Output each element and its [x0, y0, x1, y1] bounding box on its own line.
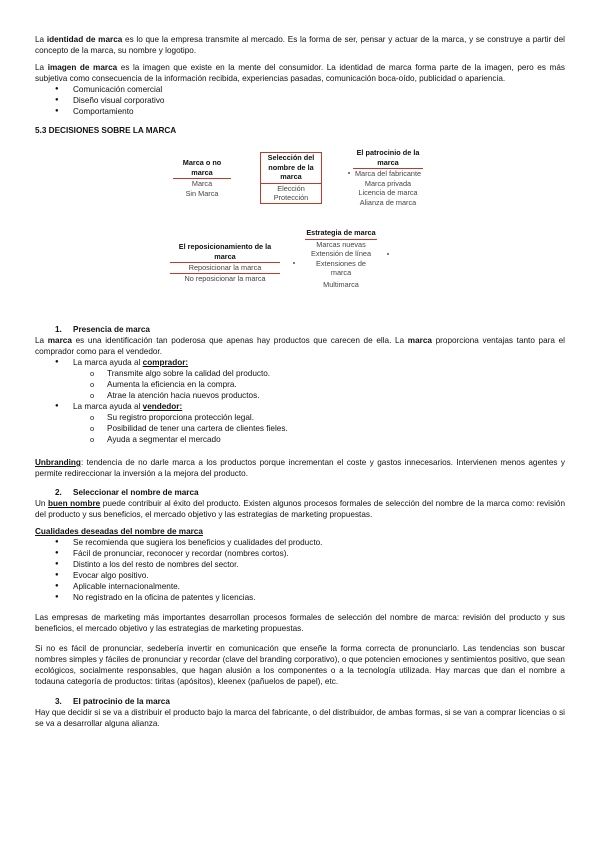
list-item: ● La marca ayuda al vendedor: o Su registro proporciona protección legal. o Posibilidad de tener una cartera de clientes fieles. o Ayuda a segmentar el mercado [35, 401, 565, 445]
list-item: ● Distinto a los del resto de nombres del sector. [35, 559, 565, 570]
list-item: ● No registrado en la oficina de patentes y licencias. [35, 592, 565, 603]
diagram-item: Alianza de marca [359, 197, 417, 207]
list-item: ● Diseño visual corporativo [35, 95, 565, 106]
image-bullet-list [35, 84, 565, 117]
diagram-item: Protección [273, 193, 309, 202]
diagram-dot [348, 172, 350, 174]
diagram-item: Reposicionar la marca [170, 263, 280, 274]
diagram-box-title: Selección del nombre de la marca [261, 153, 321, 184]
list-item: o Aumenta la eficiencia en la compra. [35, 379, 565, 390]
list-item: ● Evocar algo positivo. [35, 570, 565, 581]
brand-benefits-list [35, 357, 565, 445]
diagram-item: Marcas nuevas [316, 239, 366, 249]
identity-paragraph: La identidad de marca es lo que la empresa transmite al mercado. Es la forma de ser, pensar y actuar de la marca, y se construye a partir del concepto de la marca, su nombre y logotipo. [35, 35, 565, 55]
diagram-item: Licencia de marca [358, 188, 418, 197]
section-title: 5.3 DECISIONES SOBRE LA MARCA [35, 126, 177, 135]
list-item: ● Comportamiento [35, 106, 565, 117]
marketing-paragraph: Las empresas de marketing más importantes desarrollan procesos formales de selección del nombre de marca: revisión del producto y sus beneficios, el mercado objetivo y las estrategias de marketing propuestas. [35, 613, 565, 633]
section-3-paragraph: Hay que decidir si se va a distribuir el producto bajo la marca del fabricante, o del distribuidor, de ambas formas, si se van a comprar licencias o si se va a desarrollar alguna alianza. [35, 708, 565, 728]
list-item: ● Fácil de pronunciar, reconocer y recordar (nombres cortos). [35, 548, 565, 559]
diagram-item: Sin Marca [185, 188, 219, 198]
diagram-item: Extensiones de marca [316, 258, 366, 277]
qualities-list [35, 537, 565, 603]
section-2-paragraph: Un buen nombre puede contribuir al éxito del producto. Existen algunos procesos formales de selección del nombre de la marca como: revisión del producto y sus beneficios, el mercado objetivo y las estrategias de marketing propuestas. [35, 499, 566, 519]
brand-decisions-diagram [35, 144, 565, 314]
section-1-heading: 1. Presencia de marca [55, 325, 150, 334]
list-item: o Posibilidad de tener una cartera de clientes fieles. [35, 423, 565, 434]
list-item: o Transmite algo sobre la calidad del producto. [35, 368, 565, 379]
list-item: o Su registro proporciona protección legal. [35, 412, 565, 423]
diagram-box-title: El reposicionamiento de la marca [170, 242, 280, 263]
list-item: o Ayuda a segmentar el mercado [35, 434, 565, 445]
section-1-paragraph: La marca es una identificación tan poderosa que apenas hay productos que carecen de ella. La marca proporciona ventajas tanto para el comprador como para el vendedor. [35, 336, 565, 356]
diagram-dot [293, 262, 295, 264]
diagram-item: Marca [191, 179, 213, 188]
diagram-box-strategy [305, 228, 377, 289]
unbranding-paragraph: Unbranding: tendencia de no darle marca a los productos porque incrementan el coste y gastos innecesarios. Intervienen menos agentes y permite redireccionar la inversión a la mejora del producto. [35, 458, 565, 478]
diagram-item: Multimarca [323, 279, 359, 289]
identity-term: identidad de marca [46, 35, 123, 44]
document-page [35, 34, 565, 729]
seller-sublist [35, 412, 565, 445]
image-term: imagen de marca [47, 63, 118, 72]
qualities-title: Cualidades deseadas del nombre de marca [35, 527, 203, 536]
diagram-item: Marca privada [364, 178, 412, 188]
diagram-box-brand-or-not [173, 158, 231, 198]
list-item: ● La marca ayuda al comprador: o Transmite algo sobre la calidad del producto. o Aumenta la eficiencia en la compra. o Atrae la atención hacia nuevos productos. [35, 357, 565, 401]
pronunciation-paragraph: Si no es fácil de pronunciar, sedebería invertir en comunicación que enseñe la forma correcta de pronunciarlo. Las tendencias son buscar nombres simples y fáciles de pronunciar y recordar (clave del branding corporativo), o que potencien emociones y sentimientos positivo, que sean ecológicos, socialmente responsables, que hagan alusión a los componentes o a la tecnología utilizada. Hay marcas que dan el nombre a todauna categoría de productos: tiritas (apósitos), kleenex (pañuelos de papel), etc. [35, 644, 565, 686]
diagram-item: Extensión de línea [310, 249, 372, 258]
buyer-sublist [35, 368, 565, 401]
list-item: ● Aplicable internacionalmente. [35, 581, 565, 592]
diagram-box-title: El patrocinio de la marca [353, 148, 423, 169]
diagram-item: No reposicionar la marca [184, 273, 266, 283]
diagram-box-title: Estrategia de marca [305, 228, 377, 240]
list-item: ● Comunicación comercial [35, 84, 565, 95]
list-item: ● Se recomienda que sugiera los beneficios y cualidades del producto. [35, 537, 565, 548]
diagram-item: Marca del fabricante [354, 169, 422, 178]
diagram-box-title: Marca o no marca [173, 158, 231, 179]
list-item: o Atrae la atención hacia nuevos productos. [35, 390, 565, 401]
section-2-heading: 2. Seleccionar el nombre de marca [55, 488, 199, 497]
diagram-item: Elección [277, 183, 305, 193]
section-3-heading: 3. El patrocinio de la marca [55, 697, 170, 706]
image-paragraph: La imagen de marca es la imagen que existe en la mente del consumidor. La identidad de marca forma parte de la imagen, pero es más subjetiva como consecuencia de la información recibida, experiencias pasadas, comunicación boca-oído, publicidad o apariencia. [35, 63, 565, 83]
diagram-dot [387, 253, 389, 255]
diagram-box-repositioning [170, 242, 280, 283]
diagram-box-sponsorship [353, 148, 423, 207]
diagram-box-name-selection [260, 152, 322, 204]
